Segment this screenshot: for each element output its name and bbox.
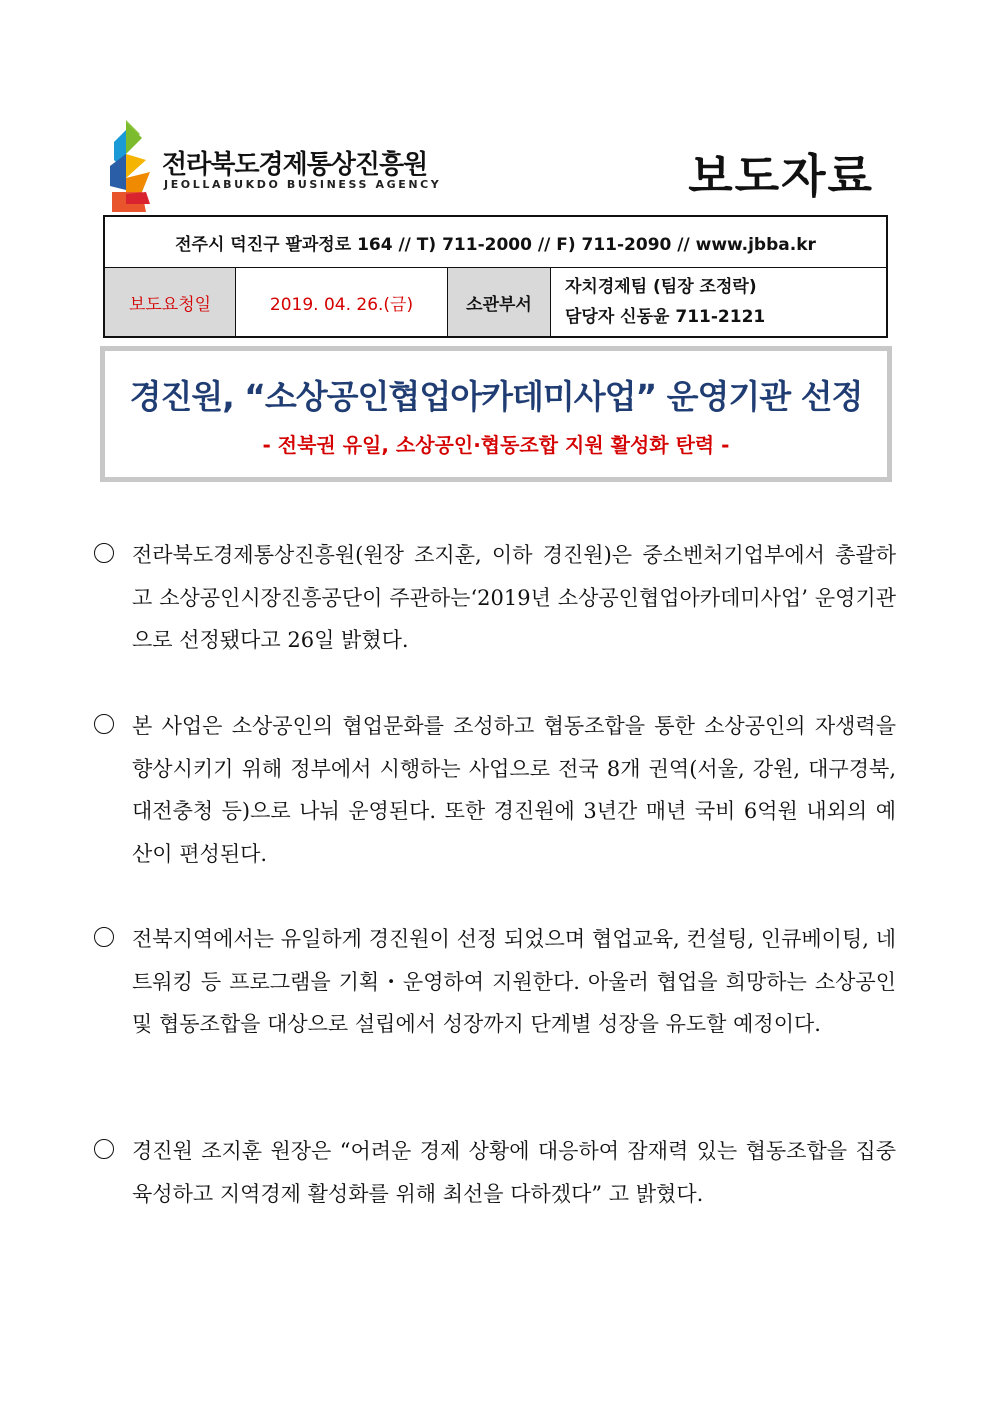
request-date-label: 보도요청일 bbox=[105, 268, 236, 336]
body-paragraph bbox=[94, 534, 896, 662]
contact-info-table bbox=[103, 215, 888, 338]
request-date: 2019. 04. 26.(금) bbox=[236, 268, 448, 336]
department-label: 소관부서 bbox=[448, 268, 551, 336]
circle-bullet-icon bbox=[94, 714, 114, 734]
circle-bullet-icon bbox=[94, 1139, 114, 1159]
agency-name-english: JEOLLABUKDO BUSINESS AGENCY bbox=[164, 178, 442, 191]
agency-logo bbox=[106, 120, 442, 216]
agency-logo-mark-icon bbox=[106, 120, 158, 216]
address-line: 전주시 덕진구 팔과정로 164 // T) 711-2000 // F) 711-2090 // www.jbba.kr bbox=[105, 217, 886, 268]
headline-box bbox=[100, 346, 892, 482]
body-paragraph bbox=[94, 1130, 896, 1215]
department-cell bbox=[551, 268, 886, 336]
headline-title: 경진원, “소상공인협업아카데미사업” 운영기관 선정 bbox=[129, 377, 863, 416]
paragraph-text: 본 사업은 소상공인의 협업문화를 조성하고 협동조합을 통한 소상공인의 자생력을 향상시키기 위해 정부에서 시행하는 사업으로 전국 8개 권역(서울, 강원, 대구경북, 대전충청 등)으로 나눠 운영된다. 또한 경진원에 3년간 매년 국비 6억원 내외의 예산이 편성된다. bbox=[132, 714, 896, 866]
circle-bullet-icon bbox=[94, 927, 114, 947]
contact-person: 담당자 신동윤 711-2121 bbox=[565, 307, 766, 327]
agency-name-korean: 전라북도경제통상진흥원 bbox=[162, 150, 428, 180]
headline-subtitle: - 전북권 유일, 소상공인·협동조합 지원 활성화 탄력 - bbox=[262, 433, 730, 457]
department-name: 자치경제팀 (팀장 조정락) bbox=[565, 277, 757, 297]
document-type-title: 보도자료 bbox=[688, 149, 874, 203]
body-paragraph bbox=[94, 918, 896, 1046]
body-paragraph bbox=[94, 705, 896, 875]
release-info-row bbox=[105, 268, 886, 336]
paragraph-text: 경진원 조지훈 원장은 “어려운 경제 상황에 대응하여 잠재력 있는 협동조합을 집중 육성하고 지역경제 활성화를 위해 최선을 다하겠다” 고 밝혔다. bbox=[132, 1139, 896, 1206]
paragraph-text: 전북지역에서는 유일하게 경진원이 선정 되었으며 협업교육, 컨설팅, 인큐베이팅, 네트워킹 등 프로그램을 기획・운영하여 지원한다. 아울러 협업을 희망하는 소상공인 및 협동조합을 대상으로 설립에서 성장까지 단계별 성장을 유도할 예정이다. bbox=[132, 927, 896, 1036]
circle-bullet-icon bbox=[94, 543, 114, 563]
paragraph-text: 전라북도경제통상진흥원(원장 조지훈, 이하 경진원)은 중소벤처기업부에서 총괄하고 소상공인시장진흥공단이 주관하는‘2019년 소상공인협업아카데미사업’ 운영기관으로 선정됐다고 26일 밝혔다. bbox=[132, 543, 896, 652]
